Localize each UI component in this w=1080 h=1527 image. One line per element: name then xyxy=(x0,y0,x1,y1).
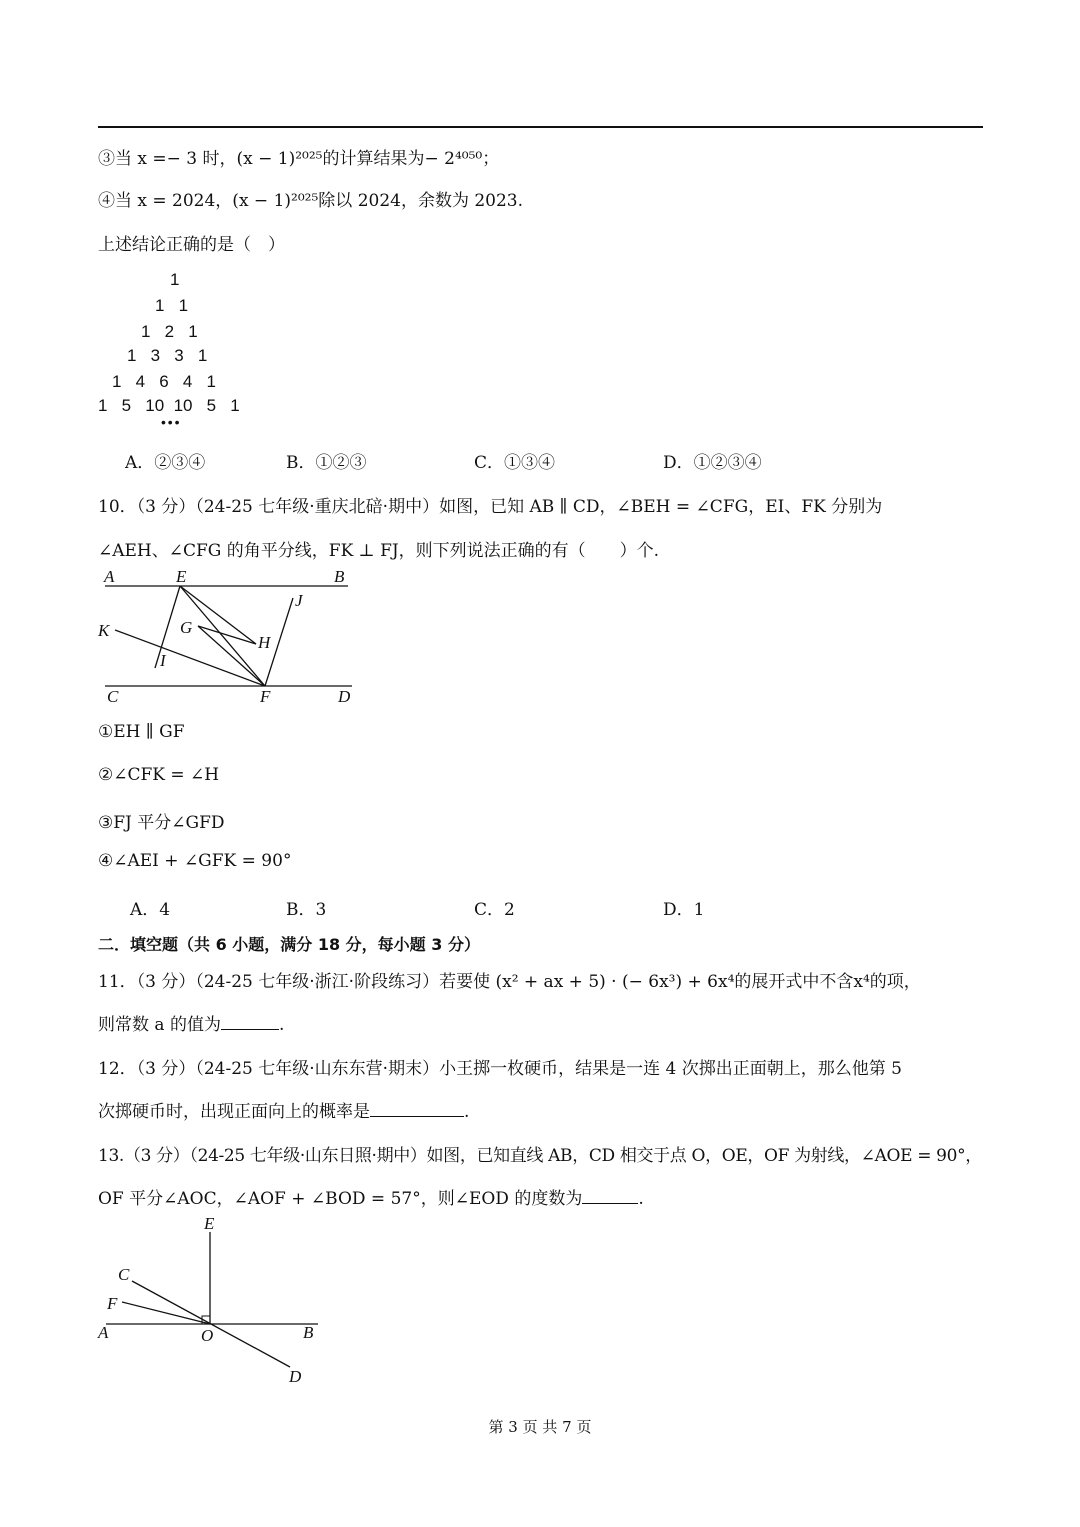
q9-option-d: D．①②③④ xyxy=(663,453,762,473)
q13-figure xyxy=(90,1210,340,1390)
pascal-row: 1 2 1 xyxy=(141,322,198,341)
q12-prefix: 次掷硬币时，出现正面向上的概率是 xyxy=(98,1102,370,1122)
q12-suffix: . xyxy=(464,1102,470,1122)
section-heading: 二．填空题（共 6 小题，满分 18 分，每小题 3 分） xyxy=(98,935,480,954)
label-h: H xyxy=(258,633,271,652)
label-i: I xyxy=(160,651,166,670)
q10-option-b: B．3 xyxy=(286,900,327,920)
q11-stem-line2 xyxy=(98,1010,284,1035)
pascal-row: 1 4 6 4 1 xyxy=(112,372,216,391)
conclusion-prompt: 上述结论正确的是（ ） xyxy=(98,235,285,255)
segment-gf xyxy=(198,626,265,686)
label-o: O xyxy=(201,1326,214,1345)
q9-option-b: B．①②③ xyxy=(286,453,367,473)
label-d: D xyxy=(338,687,351,706)
q13-prefix: OF 平分∠AOC，∠AOF + ∠BOD = 57°，则∠EOD 的度数为 xyxy=(98,1189,583,1209)
q10-statement-3: ③FJ 平分∠GFD xyxy=(98,813,225,833)
label-e: E xyxy=(176,567,187,586)
answer-blank[interactable] xyxy=(370,1100,464,1117)
label-j: J xyxy=(295,591,303,610)
ray-fk xyxy=(115,630,265,686)
q13-stem-line2 xyxy=(98,1184,644,1209)
q10-figure xyxy=(90,562,370,712)
q9-option-c: C．①③④ xyxy=(474,453,556,473)
q10-statement-4: ④∠AEI + ∠GFK = 90° xyxy=(98,851,292,871)
label-g: G xyxy=(180,618,193,637)
q10-option-c: C．2 xyxy=(474,900,515,920)
q12-stem-line2 xyxy=(98,1097,469,1122)
page-number: 第 3 页 共 7 页 xyxy=(488,1418,592,1436)
label-a: A xyxy=(104,567,115,586)
q10-option-a: A．4 xyxy=(130,900,171,920)
q12-stem-line1: 12．（3 分）（24-25 七年级·山东东营·期末）小王掷一枚硬币，结果是一连 4 次掷出正面朝上，那么他第 5 xyxy=(98,1059,902,1079)
label-e: E xyxy=(204,1214,215,1233)
pascal-row: 1 3 3 1 xyxy=(127,346,208,365)
q10-option-d: D．1 xyxy=(663,900,705,920)
label-c: C xyxy=(107,687,119,706)
pascal-row: 1 5 10 10 5 1 xyxy=(98,396,240,415)
label-f: F xyxy=(260,687,271,706)
segment-ei xyxy=(155,586,180,668)
q13-suffix: . xyxy=(638,1189,644,1209)
q11-stem-line1: 11．（3 分）（24-25 七年级·浙江·阶段练习）若要使 (x² + ax + 5) · (− 6x³) + 6x⁴的展开式中不含x⁴的项， xyxy=(98,972,921,992)
label-d: D xyxy=(289,1367,302,1386)
statement-4: ④当 x = 2024，(x − 1)²⁰²⁵除以 2024，余数为 2023. xyxy=(98,191,524,211)
label-f: F xyxy=(107,1294,118,1313)
q13-stem-line1: 13.（3 分）（24-25 七年级·山东日照·期中）如图，已知直线 AB，CD 相交于点 O，OE，OF 为射线，∠AOE = 90°， xyxy=(98,1146,982,1166)
q10-stem-line1: 10．（3 分）（24-25 七年级·重庆北碚·期中）如图，已知 AB ∥ CD，∠BEH = ∠CFG，EI、FK 分别为 xyxy=(98,497,883,517)
q11-prefix: 则常数 a 的值为 xyxy=(98,1015,221,1035)
answer-blank[interactable] xyxy=(221,1013,279,1030)
label-k: K xyxy=(98,621,110,640)
q9-option-a: A．②③④ xyxy=(125,453,206,473)
q10-statement-1: ①EH ∥ GF xyxy=(98,722,185,742)
segment-ef xyxy=(180,586,265,686)
q10-stem-line2: ∠AEH、∠CFG 的角平分线，FK ⊥ FJ，则下列说法正确的有（ ）个. xyxy=(98,541,660,561)
label-a: A xyxy=(98,1323,109,1342)
statement-3: ③当 x =− 3 时，(x − 1)²⁰²⁵的计算结果为− 2⁴⁰⁵⁰； xyxy=(98,149,500,169)
pascal-row: 1 1 xyxy=(155,296,189,315)
label-b: B xyxy=(303,1323,314,1342)
pascal-ellipsis: • • • xyxy=(161,414,179,430)
label-c: C xyxy=(118,1265,130,1284)
q11-suffix: . xyxy=(278,1015,285,1035)
answer-blank[interactable] xyxy=(582,1187,638,1204)
ray-of xyxy=(122,1302,210,1324)
pascal-row: 1 xyxy=(170,270,180,289)
top-rule xyxy=(98,126,983,128)
q10-statement-2: ②∠CFK = ∠H xyxy=(98,765,220,785)
label-b: B xyxy=(334,567,345,586)
